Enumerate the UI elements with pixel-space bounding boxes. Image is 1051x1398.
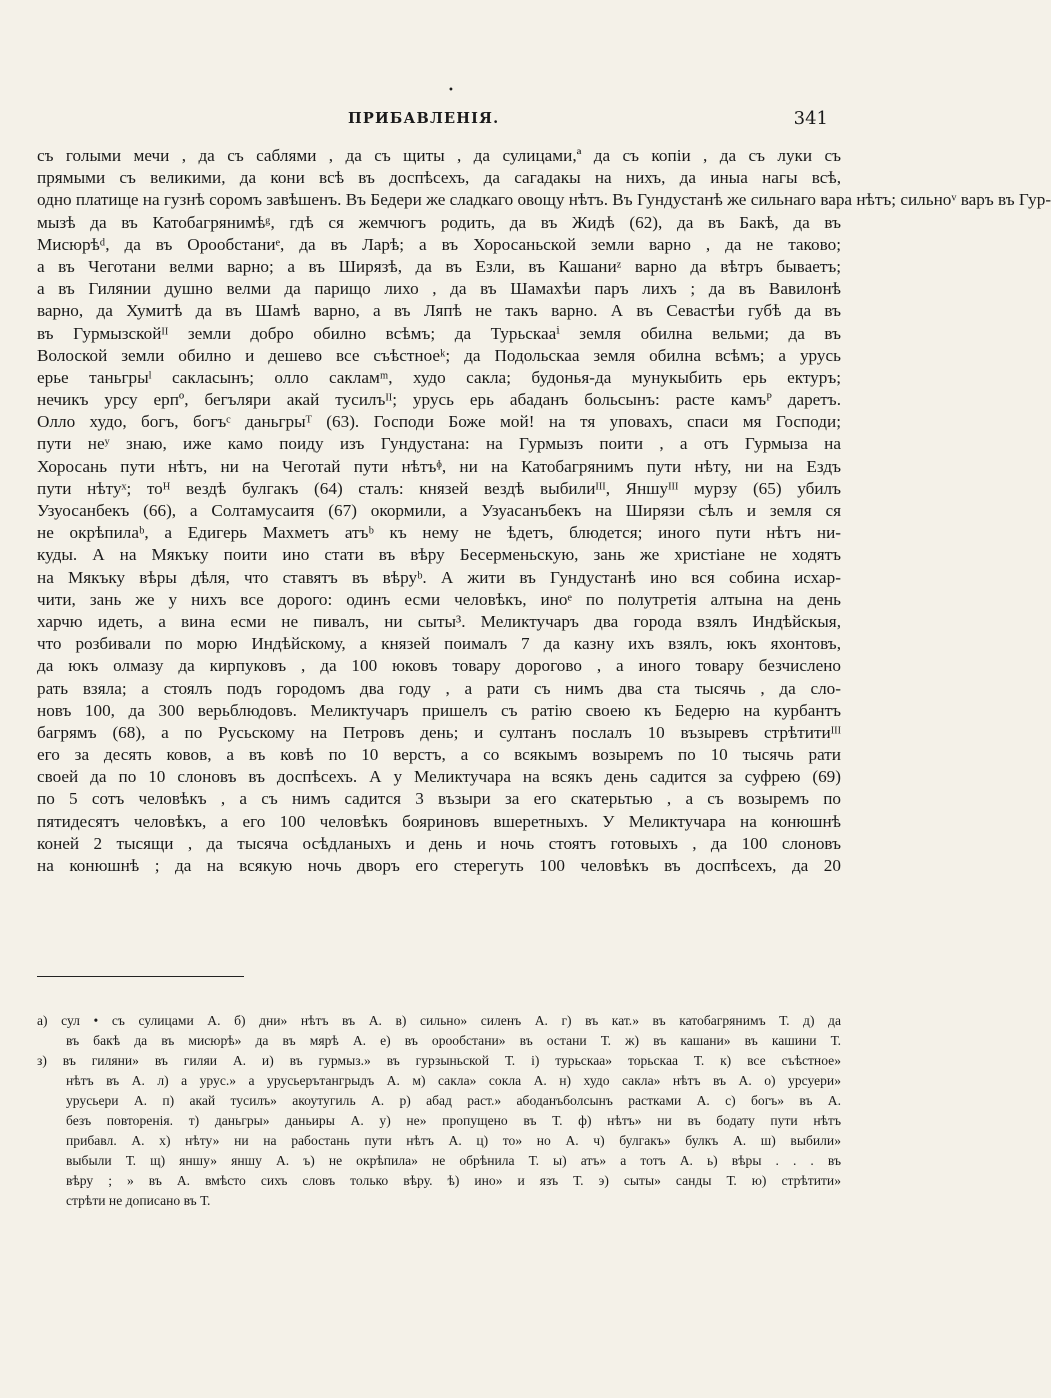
- text-line: Мисюрѣᵈ, да въ Орообстаниᵉ, да въ Ларѣ; а въ Хоросаньской земли варно , да не таково;: [37, 234, 841, 254]
- text-line: пути нѣтуˣ; тоᴴ вездѣ булгакъ (64) сталъ: князей вездѣ выбилиᴵᴵᴵ, Яншуᴵᴵᴵ мурзу (65) убилъ: [37, 478, 841, 498]
- text-line: а въ Чеготани велми варно; а въ Ширязѣ, да въ Езли, въ Кашаниᶻ варно да вѣтръ бываетъ;: [37, 256, 841, 276]
- text-line: коней 2 тысящи , да тысяча осѣдланыхъ и день и ночь стоятъ готовыхъ , да 100 слоновъ: [37, 833, 841, 853]
- text-line: харчю идеть, а вина есми не пивалъ, ни сыты³. Меликтучаръ два города взялъ Индѣйскыя,: [37, 611, 841, 631]
- text-line: а въ Гилянии душно велми да парищо лихо , да въ Шамахѣи паръ лихъ ; да въ Вавилонѣ: [37, 279, 841, 299]
- footnote-line: нѣтъ въ А. л) а урус.» а урусьерътангрыдъ А. м) сакла» сокла А. н) худо сакла» нѣтъ въ А. о) урсуери»: [66, 1073, 841, 1088]
- footnote-line: стрѣти не дописано въ Т.: [66, 1193, 211, 1208]
- footnote-line: з) въ гиляни» въ гиляи А. и) въ гурмыз.» въ гурзыньской Т. і) турьскаа» торьскаа Т. к) все съѣстное»: [37, 1053, 841, 1068]
- text-line: въ Гурмызскойᴵᴵ земли добро обилно всѣмъ; да Турьскааⁱ земля обилна вельми; да въ: [37, 323, 841, 343]
- text-line: чити, зань же у нихъ все дорого: одинъ есми человѣкъ, иноᵉ по полутретія алтына на день: [37, 589, 841, 609]
- text-line: багрямъ (68), а по Русьскому на Петровъ день; и султанъ послалъ 10 възыревъ стрѣтитиᴵᴵᴵ: [37, 722, 841, 742]
- text-line: варно, да Хумитѣ да въ Шамѣ варно, а въ Ляпѣ не такъ варно. А въ Севастѣи губѣ да въ: [37, 301, 841, 321]
- footnote-line: а) сул • съ сулицами А. б) дни» нѣтъ въ А. в) сильно» силенъ А. г) въ кат.» въ катобагрянимъ Т. д) да: [37, 1013, 841, 1028]
- footnote-line: прибавл. А. х) нѣту» ни на рабостань пути нѣтъ А. ц) то» но А. ч) булгакъ» булкъ А. ш) выбили»: [66, 1133, 841, 1148]
- footnote-line: безъ повторенія. т) даньгры» даньиры А. у) не» пропущено въ Т. ф) нѣтъ» ни въ бодату пути нѣтъ: [66, 1113, 841, 1128]
- text-line: съ голыми мечи , да съ саблями , да съ щиты , да сулицами,ª да съ копіи , да съ луки съ: [37, 146, 841, 165]
- text-line: да юкъ олмазу да кирпуковъ , да 100 юковъ товару дорогово , а иного товару безчислено: [37, 656, 841, 676]
- text-line: пути неʸ знаю, иже камо поиду изъ Гундустана: на Гурмызъ поити , а отъ Гурмыза на: [37, 434, 841, 454]
- text-line: по 5 сотъ человѣкъ , а съ нимъ садится 3 възыри за его скатерьтью , а съ возыремъ по: [37, 789, 841, 809]
- footnote-divider: [37, 976, 244, 977]
- footnote-line: въ бакѣ да въ мисюрѣ» да въ мярѣ А. е) въ орообстани» въ остани Т. ж) въ кашани» въ кашини Т.: [66, 1033, 841, 1048]
- main-text: [37, 145, 1051, 877]
- text-line: не окрѣпилаᵇ, а Едигерь Махметъ атъᵇ къ нему не ѣдетъ, блюдется; иного пути нѣтъ ни-: [37, 523, 841, 543]
- running-header: [348, 108, 828, 134]
- running-title: ПРИБАВЛЕНІЯ.: [348, 110, 500, 127]
- text-line: пятидесятъ человѣкъ, а его 100 человѣкъ бояриновъ вшеретныхъ. У Меликтучара на конюшнѣ: [37, 811, 841, 831]
- text-line: новъ 100, да 300 верьблюдовъ. Меликтучаръ пришелъ съ ратію своею къ Бедерю на курбантъ: [37, 700, 841, 720]
- text-line: мызѣ да въ Катобагрянимѣᵍ, гдѣ ся жемчюгъ родить, да въ Жидѣ (62), да въ Бакѣ, да въ: [37, 212, 841, 232]
- footnote-line: урусьери А. п) акай тусилъ» акоутугиль А. р) абад раст.» абоданъболсынъ растками А. с) богъ» въ А.: [66, 1093, 841, 1108]
- page-mark: •: [448, 85, 454, 96]
- text-line: ерье таньгрыˡ сакласынъ; олло сакламᵐ, худо сакла; будонья-да мунукыбить ерь ектуръ;: [37, 367, 841, 387]
- text-line: Узуосанбекъ (66), а Солтамусаитя (67) окормили, а Узуасанъбекъ на Ширязи сѣлъ и земля ся: [37, 501, 841, 520]
- text-line: на Мякъку вѣры дѣля, что ставятъ въ вѣруᵇ. А жити въ Гундустанѣ ино вся собина исхар-: [37, 567, 841, 587]
- text-line: нечикъ урсу ерпº, бегъляри акай тусилъᴵᴵ; урусь ерь абаданъ больсынъ: расте камъᴾ даретъ.: [37, 390, 841, 410]
- text-line: что розбивали по морю Индѣйскому, а князей поималъ 7 да казну ихъ взялъ, юкъ яхонтовъ,: [37, 634, 841, 654]
- text-line: на конюшнѣ ; да на всякую ночь дворъ его стерегуть 100 человѣкъ въ доспѣсехъ, да 20: [37, 856, 841, 875]
- text-line: прямыми съ великими, да кони всѣ въ доспѣсехъ, да сагадакы на нихъ, да иныа нагы всѣ,: [37, 168, 841, 188]
- text-line: одно платище на гузнѣ соромъ завѣшенъ. Въ Бедери же сладкаго овощу нѣтъ. Въ Гундустанѣ же сильнаго вара нѣтъ; сильноᵛ варъ въ Гур-: [37, 190, 1051, 210]
- text-line: Олло худо, богъ, богъᶜ даньгрыᵀ (63). Господи Боже мой! на тя уповахъ, спаси мя Господи;: [37, 412, 841, 432]
- footnote-line: выбыли Т. щ) яншу» яншу А. ъ) не окрѣпила» не обрѣнила Т. ы) атъ» а тотъ А. ь) вѣры . . . въ: [66, 1153, 841, 1168]
- text-line: Волоской земли обилно и дешево все съѣстноеᵏ; да Подольскаа земля обилна всѣмъ; а урусь: [37, 345, 841, 365]
- text-line: Хоросань пути нѣтъ, ни на Чеготай пути нѣтъᶲ, ни на Катобагрянимъ пути нѣту, ни на Ездъ: [37, 456, 841, 476]
- text-line: своей да по 10 слоновъ въ доспѣсехъ. А у Меликтучара на всякъ день садится за суфрею (69): [37, 767, 841, 787]
- text-line: куды. А на Мякъку поити ино стати въ вѣру Бесерменьскую, зань же христіане не ходятъ: [37, 545, 841, 565]
- text-line: его за десять ковов, а въ ковѣ по 10 верстъ, а со всякымъ возыремъ по 10 тысячь рати: [37, 745, 841, 765]
- page-number: 341: [793, 108, 828, 129]
- footnotes: [37, 1011, 841, 1211]
- footnote-line: вѣру ; » въ А. вмѣсто сихъ словъ только вѣру. ѣ) ино» и язъ Т. э) сыты» санды Т. ю) стрѣтити»: [66, 1173, 841, 1188]
- text-line: рать взяла; а стоялъ подъ городомъ два году , а рати съ нимъ два ста тысячь , да сло-: [37, 678, 841, 698]
